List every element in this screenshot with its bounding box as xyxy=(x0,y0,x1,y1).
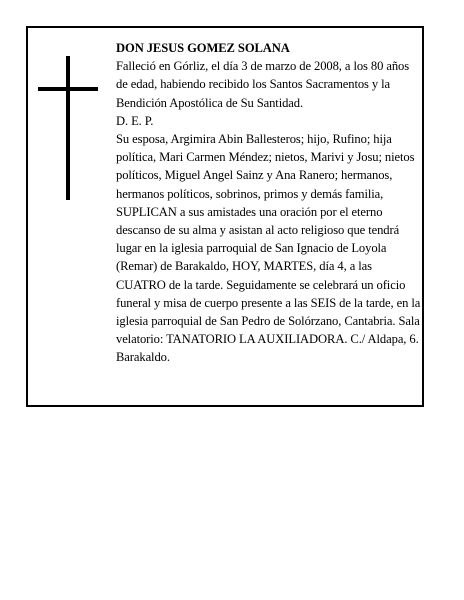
family-list: Su esposa, Argimira Abin Ballesteros; hijo, Rufino; hija política, Mari Carmen Méndez; nietos, Marivi y Josu; nietos políticos, Miguel Angel Sainz y Ana Ranero; hermanos, hermanos políticos, sobrinos, primos y demás familia, xyxy=(116,132,415,201)
cross-horizontal-bar xyxy=(38,87,98,91)
notice-text-block xyxy=(116,39,422,367)
cross-vertical-bar xyxy=(66,56,70,200)
prayer-request: SUPLICAN a sus amistades una oración por el eterno descanso de su alma y asistan al acto religioso que tendrá lugar en la iglesia parroquial de San Ignacio de Loyola (Remar) de Barakaldo, HOY, MARTES, día 4, a las CUATRO de la tarde. Seguidamente se celebrará un oficio funeral y misa de cuerpo presente a las SEIS de la tarde, en la iglesia parroquial de San Pedro de Solórzano, Cantabria. Sala velatorio: TANATORIO LA AUXILIADORA. C./ Aldapa, 6. Barakaldo. xyxy=(116,204,421,365)
deceased-name: DON JESUS GOMEZ SOLANA xyxy=(116,41,290,55)
obituary-notice xyxy=(26,26,424,407)
cross-icon xyxy=(38,56,98,200)
death-info: Falleció en Górliz, el día 3 de marzo de 2008, a los 80 años de edad, habiendo recibido los Santos Sacramentos y la Bendición Apostólica de Su Santidad. xyxy=(116,59,410,110)
rest-in-peace: D. E. P. xyxy=(116,113,154,128)
